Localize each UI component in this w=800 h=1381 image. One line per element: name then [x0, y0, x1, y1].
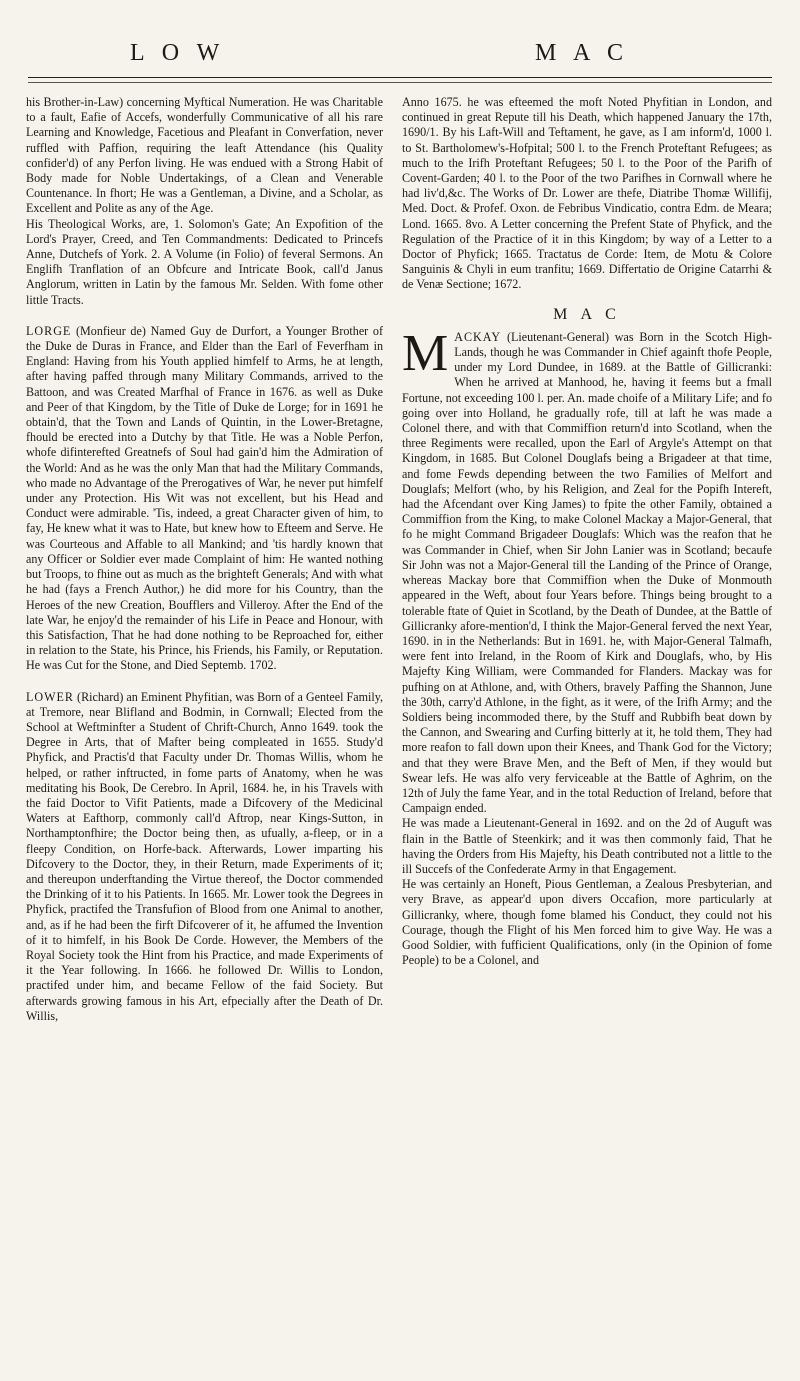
- paragraph-honest-gentleman: He was certainly an Honeft, Pious Gentleman, a Zealous Presbyterian, and very Brave, as appear'd upon divers Occafion, more particularly at Gillicranky, where, though fome blamed his Conduct, they could not his Courage, though the Flight of his Men forced him to give Way. He was a Good Soldier, with fufficient Qualifications, only (in the Opinion of fome People) to be a Colonel, and: [402, 877, 772, 968]
- right-column: [402, 95, 772, 1365]
- paragraph-theological-works: His Theological Works, are, 1. Solomon's Gate; An Expofition of the Lord's Prayer, Creed, and Ten Commandments: Dedicated to Princefs Anne, Dutchefs of York. 2. A Volume (in Folio) of feveral Sermons. An Englifh Tranflation of an Obfcure and Intricate Book, call'd Janus Anglorum, written in Latin by the famous Mr. Selden. With fome other little Tracts.: [26, 216, 383, 307]
- entry-head-lower: LOWER: [26, 689, 74, 704]
- header-rule-thin: [28, 82, 772, 83]
- spacer: [26, 674, 383, 690]
- spacer: [26, 308, 383, 324]
- entry-mackay: [402, 324, 772, 817]
- paragraph-lower-continued: Anno 1675. he was efteemed the moft Noted Phyfitian in London, and continued in great Repute till his Death, which happened January the 17th, 1690/1. By his Laft-Will and Teftament, he gave, as I am inform'd, 1000 l. to St. Bartholomew's-Hofpital; 500 l. to the French Proteftant Refugees; as much to the Irifh Proteftant Refugees; 50 l. to the Poor of the Parifh of Covent-Garden; 40 l. to the Poor of the two Parifhes in Cornwall where he had liv'd,&c. The Works of Dr. Lower are thefe, Diatribe Thomæ Willifij, Med. Doct. & Profef. Oxon. de Febribus Vindicatio, contra Edm. de Meara; Lond. 1665. 8vo. A Letter concerning the Prefent State of Phyfick, and the Regulation of the Practice of it in this Kingdom; by way of a Letter to a Doctor of Phyfick; 1665. Tractatus de Corde: Item, de Motu & Colore Sanguinis & Chyli in eum tranfitu; 1669. Differtatio de Origine Catarrhi & de Venæ Sectione; 1672.: [402, 95, 772, 292]
- left-column: [26, 95, 383, 1365]
- entry-head-lorge: LORGE: [26, 323, 72, 338]
- entry-head-mackay: ACKAY: [454, 329, 502, 344]
- section-heading-mac: M A C: [553, 305, 621, 323]
- paragraph-brother-in-law: his Brother-in-Law) concerning Myftical Numeration. He was Charitable to a fault, Eafie of Accefs, wonderfully Communicative of all his rare Learning and Knowledge, Facetious and Pleafant in Converfation, never ruffled with Paffion, requiring the leaft Attendance (his Quality confider'd) of any Perfon living. He was endued with a Strong Habit of Body made for Noble Undertakings, of a Clean and Venerable Countenance. In fhort; He was a Gentleman, a Divine, and a Scholar, as Excellent and Polite as any of the Age.: [26, 95, 383, 216]
- entry-lorge: [26, 324, 383, 674]
- header-rule: [28, 77, 772, 78]
- entry-lower: [26, 690, 383, 1024]
- entry-body-lower: (Richard) an Eminent Phyfitian, was Born of a Genteel Family, at Tremore, near Blifland and Bodmin, in Cornwall; Elected from the School at Weftminfter a Student of Chrift-Church, Anno 1649. took the Degree in Arts, that of Mafter being compleated in 1655. Study'd Phyfick, and Practis'd that Faculty under Dr. Thomas Willis, whom he helped, or rather inftructed, in fome parts of Anatomy, when he was meditating his Book, De Cerebro. In April, 1684. he, in his Travels with the faid Doctor to Vifit Patients, made a Difcovery of the Medicinal Waters at Eafthorp, commonly call'd Aftrop, near Kings-Sutton, in Northamptonfhire; the Doctor being then, as ufually, a-fleep, or in a fleepy Condition, on Horfe-back. Afterwards, Lower imparting his Difcovery to the Doctor, they, in their Return, made Experiments of it; and thereupon underftanding the Virtue thereof, the Doctor commended the Drinking of it to his Patients. In 1665. Mr. Lower took the Degrees in Phyfick, practifed the Transfufion of Blood from one Animal to another, and, as if he had been the firft Difcoverer of it, he affumed the Invention of it to himfelf, in his Book De Corde. However, the Members of the Royal Society took the Hint from his Practice, and made Experiments of it the Year following. In 1666. he followed Dr. Willis to London, practifed under him, and became Fellow of the faid Society. But afterwards growing famous in his Art, efpecially after the Death of Dr. Willis,: [26, 689, 383, 1023]
- drop-cap-letter: M: [402, 324, 449, 382]
- header-left-word: L O W: [130, 40, 226, 66]
- paragraph-lieutenant-general: He was made a Lieutenant-General in 1692. and on the 2d of Auguft was flain in the Battle of Steenkirk; and it was then commonly faid, That he having the Orders from His Majefty, his Death contributed not a little to the ill Succefs of the Confederate Army in that Engagement.: [402, 816, 772, 876]
- entry-body-lorge: (Monfieur de) Named Guy de Durfort, a Younger Brother of the Duke de Duras in France, and Elder than the Earl of Feverfham in England: Having from his Youth applied himfelf to Arms, he at length, after having paffed through many Military Commands, arrived to the Battoon, and was Created Marfhal of France in 1676. as well as Duke and Peer of that Kingdom, by the Title of Duke de Lorge; for in 1691 he obtain'd, that the Town and Lands of Quintin, in the Lower-Bretagne, fhould be erected into a Dutchy by that Title. He was a Noble Perfon, whofe difinterefted Greatnefs of Soul had gain'd him the Admiration of the World: And as he was the only Man that had the Military Commands, who made no Advantage of the Prerogatives of War, he never put himfelf under any Protection. His Wit was not excellent, but his Head and Conduct were admirable. 'Tis, indeed, a great Character given of him, to fay, He knew what it was to Hate, but knew how to Efteem and Serve. He was Courteous and Affable to all Mankind; and 'tis hardly known that any Officer or Soldier ever made Complaint of him: He wanted nothing but Troops, to fhine out as much as the brighteft Generals; And with what he had (fays a French Author,) he did more for his Country, than the Heroes of the new Creation, Boufflers and Villeroy. After the End of the late War, he enjoy'd the remainder of his Life in Peace and Honour, with this Satisfaction, That he had done nothing to be Reproached for, either in relation to the State, his Prince, his Friends, his Family, or Reputation. He was Cut for the Stone, and Died Septemb. 1702.: [26, 323, 383, 673]
- entry-mackay-text: [402, 324, 772, 817]
- entry-body-mackay: (Lieutenant-General) was Born in the Scotch High-Lands, though he was Commander in Chief againft thofe People, under my Lord Dundee, in 1689. at the Battle of Gillicranki: When he arrived at Manhood, he, having it feems but a fmall Fortune, not exceeding 100 l. per. An. made choife of a Military Life; and fo going over into Holland, he gradually rofe, till at laft he was made a Colonel there, and with that Commiffion return'd into Scotland, when the three Regiments were recalled, upon the Earl of Argyle's Attempt on that Kingdom, in 1685. But Colonel Douglafs being a Brigadeer at that time, and fome Fewds depending between the two Families of Melfort and Douglafs; Melfort (who, by his Religion, and Zeal for the Popifh Intereft, had the Afcendant over King James) to fpite the other Family, obtained a Commiffion from the King, to make Colonel Mackay a Major-General, that fo he might Command Brigadeer Douglafs: Which was the reafon that he was Commander in Chief, when Sir John Lanier was in Scotland; becaufe Sir John was not a Major-General till the Landing of the Prince of Orange, whereas Mackay bore that Commiffion when the Duke of Monmouth appeared in the Weft, about four Years before. Things being brought to a tolerable ftate of Quiet in Scotland, by the Death of Dundee, at the Battle of Gillicranky afore-mention'd, I think the Major-General ferved the next Year, 1690. in in the Netherlands: But in 1691. he, with Major-General Talmafh, were fent into Ireland, in the Room of Kirk and Douglafs, who, by His Majefty King William, were Commanded for Flanders. Mackay was for pufhing on at Athlone, and, with Others, bravely Paffing the Shannon, June the 30th, carry'd Athlone, in the fight, as it were, of the Irifh Army; and the Soldiers being incommoded there, by the Stuff and Rubbifh beat down by the Cannon, and Swearing and Curfing bitterly at it, he told them, They had more reafon to fall down upon their Knees, and Thank God for the Victory; and that they were Brave Men, and the Beft of Men, if they would but Swear lefs. He was alfo very ferviceable at the Battle of Aghrim, on the 12th of July the fame Year, and in the total Reduction of Ireland, before that Campaign ended.: [402, 329, 772, 816]
- running-header: [0, 40, 800, 76]
- header-right-word: M A C: [535, 40, 630, 66]
